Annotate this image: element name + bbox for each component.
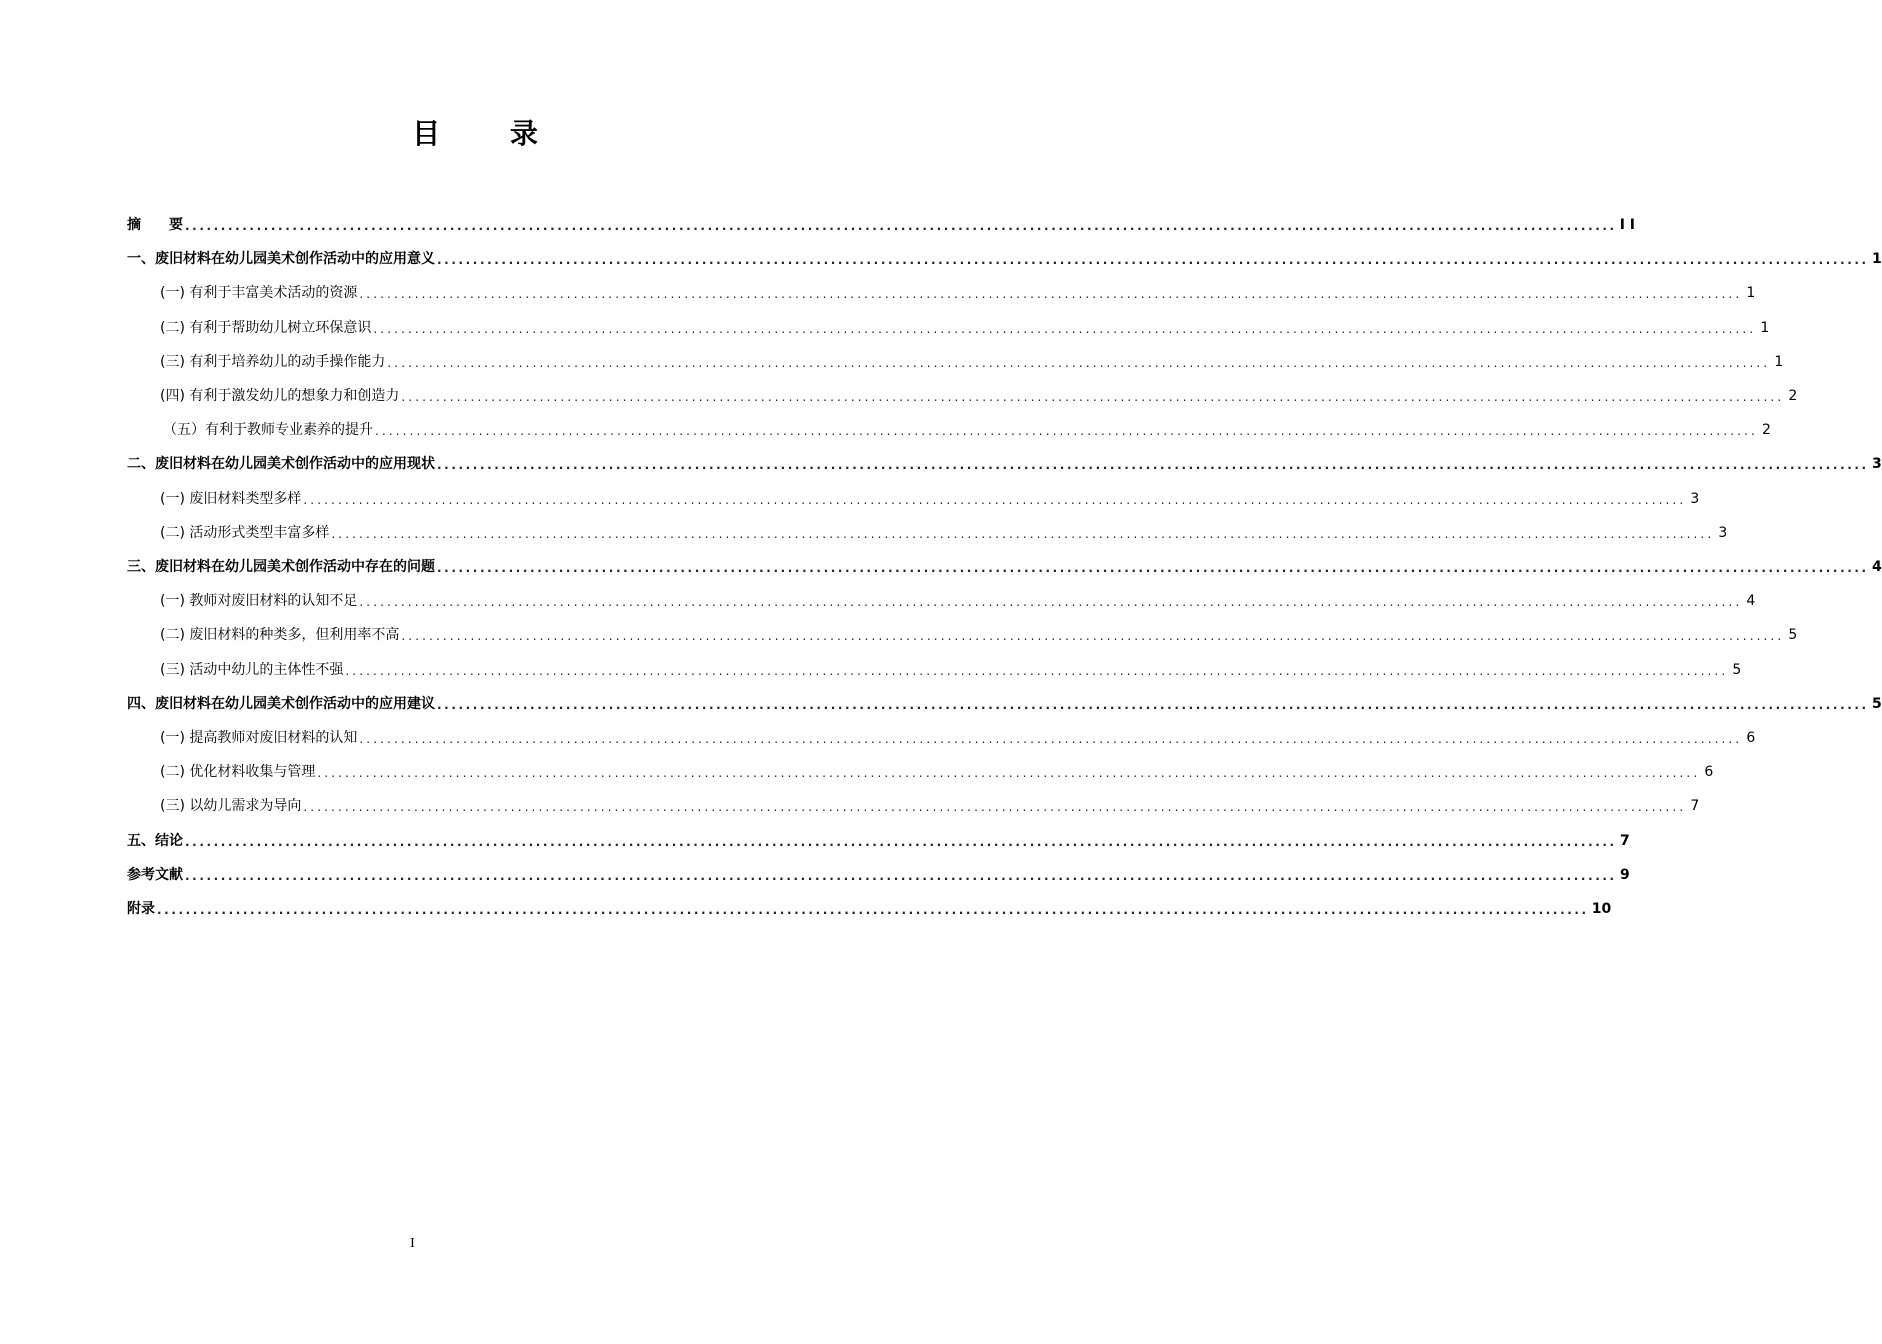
toc-section-entry[interactable] <box>127 619 1798 645</box>
toc-entry-page-number: 5 <box>1788 627 1798 644</box>
dot-leader: ........................................................................................................................................................................................................ <box>375 424 1758 439</box>
dot-leader: ........................................................................................................................................................................................................ <box>317 766 1701 781</box>
toc-entry-page-number: 7 <box>1619 832 1630 849</box>
dot-leader: ........................................................................................................................................................................................................ <box>359 287 1743 302</box>
toc-chapter-entry[interactable] <box>127 688 1882 714</box>
toc-entry-label: (三) 活动中幼儿的主体性不强 <box>160 661 344 678</box>
toc-entry-label: (二) 优化材料收集与管理 <box>160 764 316 781</box>
toc-entry-label: (二) 废旧材料的种类多，但利用率不高 <box>160 627 400 644</box>
dot-leader: ........................................................................................................................................................................................................ <box>373 321 1757 336</box>
toc-section-entry[interactable] <box>127 380 1798 406</box>
toc-entry-label: 摘 要 <box>127 217 183 233</box>
toc-entry-label: (三) 以幼儿需求为导向 <box>160 798 302 815</box>
toc-chapter-entry[interactable] <box>127 209 1636 235</box>
toc-section-entry[interactable] <box>127 654 1742 680</box>
toc-chapter-entry[interactable] <box>127 859 1630 885</box>
dot-leader: ........................................................................................................................................................................................................ <box>185 834 1617 849</box>
toc-entry-page-number: 6 <box>1704 764 1714 781</box>
dot-leader: ........................................................................................................................................................................................................ <box>157 903 1589 917</box>
dot-leader: ........................................................................................................................................................................................................ <box>303 800 1687 815</box>
dot-leader: ........................................................................................................................................................................................................ <box>387 355 1771 370</box>
toc-entry-label: 附录 <box>127 901 155 917</box>
toc-entry-page-number: 1 <box>1746 285 1756 302</box>
toc-section-entry[interactable] <box>127 277 1756 303</box>
toc-entry-label: 二、废旧材料在幼儿园美术创作活动中的应用现状 <box>127 456 435 473</box>
toc-chapter-entry[interactable] <box>127 243 1882 269</box>
toc-entry-label: (二) 有利于帮助幼儿树立环保意识 <box>160 319 372 336</box>
dot-leader: ........................................................................................................................................................................................................ <box>401 390 1785 404</box>
toc-entry-page-number: 1 <box>1760 319 1770 336</box>
toc-entry-page-number: 2 <box>1788 388 1798 404</box>
toc-entry-label: 四、废旧材料在幼儿园美术创作活动中的应用建议 <box>127 695 435 712</box>
toc-entry-page-number: 4 <box>1746 593 1756 610</box>
title-char-2: 录 <box>509 117 538 150</box>
toc-entry-page-number: I I <box>1619 217 1636 233</box>
toc-entry-page-number: 4 <box>1871 559 1882 575</box>
toc-entry-page-number: 7 <box>1690 798 1700 815</box>
toc-section-entry[interactable] <box>127 790 1700 816</box>
toc-entry-page-number: 3 <box>1718 524 1728 541</box>
dot-leader: ........................................................................................................................................................................................................ <box>401 629 1785 644</box>
toc-section-entry[interactable] <box>127 414 1771 440</box>
toc-entry-page-number: 2 <box>1761 422 1771 439</box>
toc-entry-label: （五）有利于教师专业素养的提升 <box>163 422 373 439</box>
toc-entry-page-number: 5 <box>1732 661 1742 678</box>
toc-section-entry[interactable] <box>127 483 1700 509</box>
dot-leader: ........................................................................................................................................................................................................ <box>359 732 1743 746</box>
toc-entry-page-number: 10 <box>1591 901 1612 917</box>
toc-entry-label: (一) 提高教师对废旧材料的认知 <box>160 730 358 746</box>
dot-leader: ........................................................................................................................................................................................................ <box>331 526 1715 541</box>
dot-leader: ........................................................................................................................................................................................................ <box>185 868 1617 883</box>
toc-entry-page-number: 1 <box>1871 251 1882 268</box>
toc-entry-label: (一) 有利于丰富美术活动的资源 <box>160 285 358 302</box>
toc-entry-label: (三) 有利于培养幼儿的动手操作能力 <box>160 353 386 370</box>
toc-section-entry[interactable] <box>127 722 1756 748</box>
dot-leader: ........................................................................................................................................................................................................ <box>303 492 1687 507</box>
toc-entry-label: 三、废旧材料在幼儿园美术创作活动中存在的问题 <box>127 559 435 575</box>
toc-section-entry[interactable] <box>127 346 1784 372</box>
toc-section-entry[interactable] <box>127 517 1728 543</box>
toc-entry-label: (一) 废旧材料类型多样 <box>160 490 302 507</box>
dot-leader: ........................................................................................................................................................................................................ <box>345 663 1729 678</box>
dot-leader: ........................................................................................................................................................................................................ <box>437 458 1869 473</box>
toc-entry-label: (二) 活动形式类型丰富多样 <box>160 524 330 541</box>
toc-entry-label: (四) 有利于激发幼儿的想象力和创造力 <box>160 388 400 404</box>
dot-leader: ........................................................................................................................................................................................................ <box>437 697 1869 712</box>
toc-section-entry[interactable] <box>127 756 1714 782</box>
toc-entry-page-number: 3 <box>1690 490 1700 507</box>
toc-chapter-entry[interactable] <box>127 825 1630 851</box>
toc-chapter-entry[interactable] <box>127 551 1882 577</box>
toc-entry-page-number: 9 <box>1619 866 1630 883</box>
toc-entry-page-number: 6 <box>1746 730 1756 746</box>
toc-entry-label: (一) 教师对废旧材料的认知不足 <box>160 593 358 610</box>
toc-entry-label: 参考文献 <box>127 866 183 883</box>
toc-section-entry[interactable] <box>127 585 1756 611</box>
dot-leader: ........................................................................................................................................................................................................ <box>437 561 1869 575</box>
page-number-footer: I <box>410 1236 415 1251</box>
title-char-1: 目 <box>412 117 441 150</box>
page-title <box>0 112 950 152</box>
toc-section-entry[interactable] <box>127 312 1770 338</box>
toc-entry-page-number: 3 <box>1871 456 1882 473</box>
toc-entry-label: 五、结论 <box>127 832 183 849</box>
toc-chapter-entry[interactable] <box>127 893 1612 919</box>
dot-leader: ........................................................................................................................................................................................................ <box>359 595 1743 610</box>
dot-leader: ........................................................................................................................................................................................................ <box>185 219 1617 233</box>
dot-leader: ........................................................................................................................................................................................................ <box>437 253 1869 268</box>
toc-entry-page-number: 5 <box>1871 695 1882 712</box>
toc-chapter-entry[interactable] <box>127 448 1882 474</box>
toc-entry-label: 一、废旧材料在幼儿园美术创作活动中的应用意义 <box>127 251 435 268</box>
toc-entry-page-number: 1 <box>1774 353 1784 370</box>
